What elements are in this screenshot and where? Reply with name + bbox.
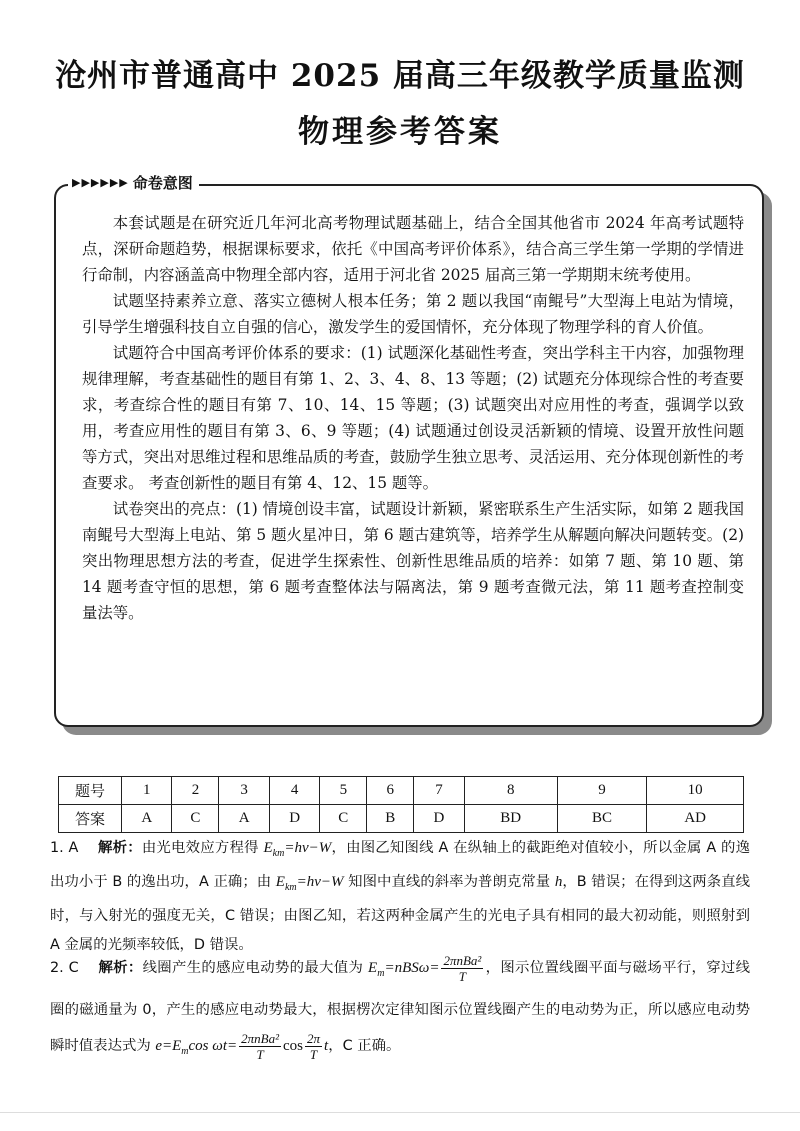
answer-cell: A: [122, 805, 172, 833]
question-number: 8: [464, 777, 557, 805]
formula-symbol: E: [275, 874, 285, 890]
question-number: 4: [269, 777, 319, 805]
fraction-numerator: 2π: [307, 1030, 321, 1046]
answer-cell: C: [320, 805, 367, 833]
intent-body: [82, 210, 744, 626]
formula-subscript: km: [272, 848, 285, 859]
arrow-decoration-icon: ▶▶▶▶▶▶: [72, 176, 129, 189]
fraction-denominator: T: [256, 1046, 264, 1062]
answer-cell: C: [172, 805, 219, 833]
formula-rest: =hν−W: [296, 874, 344, 890]
formula-subscript: m: [181, 1046, 189, 1057]
formula-rest: cos ωt=: [188, 1038, 238, 1054]
intent-header: [68, 172, 199, 193]
solution-tag: 解析：: [98, 960, 143, 976]
formula: [368, 960, 440, 979]
fraction-numerator: 2πnBa²: [443, 952, 482, 968]
page-divider: [0, 1112, 800, 1113]
document-title: 沧州市普通高中 2025 届高三年级教学质量监测: [55, 58, 745, 94]
intent-paragraph: 试题符合中国高考评价体系的要求：(1) 试题深化基础性考查，突出学科主干内容，加强物理规律理解，考查基础性的题目有第 1、2、3、4、8、13 等题；(2) 试题充分体现综合性的考查要求，考查综合性的题目有第 7、10、14、15 等题；(3) 试题突出对应用性的考查，强调学以致用，考查应用性的题目有第 3、6、9 等题；(4) 试题通过创设灵活新颖的情境、设置开放性问题等方式，突出对思维过程和思维品质的考查，鼓励学生独立思考、灵活运用、充分体现创新性的考查要求。 考查创新性的题目有第 4、12、15 题等。: [82, 344, 744, 492]
formula-rest: =nBSω=: [384, 960, 440, 976]
solution-text: ，C 正确。: [328, 1038, 401, 1054]
table-row-answers: [59, 805, 744, 833]
fraction: [441, 953, 483, 984]
formula-cos: cos: [283, 1038, 303, 1054]
question-number: 3: [219, 777, 269, 805]
solution-2: [50, 950, 750, 1070]
table-row-numbers: [59, 777, 744, 805]
solution-1: [50, 834, 750, 960]
solution-number: 1. A: [50, 840, 79, 856]
formula-subscript: km: [284, 882, 297, 893]
answer-table: [58, 776, 744, 833]
formula: h: [554, 874, 563, 890]
formula-rest: =hν−W: [284, 840, 332, 856]
question-number: 5: [320, 777, 367, 805]
fraction: [305, 1031, 322, 1062]
question-number: 10: [647, 777, 744, 805]
formula-symbol: e=E: [155, 1038, 182, 1054]
answer-cell: D: [269, 805, 319, 833]
intent-label: 命卷意图: [132, 174, 193, 192]
formula-symbol: E: [263, 840, 273, 856]
solution-text: ，B 错误；在得到这两条直线时，与入射光的强度无关，C 错误；由图乙知，若这两种金属产生的光电子具有相同的最大初动能，则照射到 A 金属的光频率较低，D 错误。: [50, 874, 750, 953]
document-subtitle: 物理参考答案: [298, 114, 502, 150]
intent-paragraph: 本套试题是在研究近几年河北高考物理试题基础上，结合全国其他省市 2024 年高考试题特点，深研命题趋势，根据课标要求，依托《中国高考评价体系》，结合高三学生第一学期的学情进行命制，内容涵盖高中物理全部内容，适用于河北省 2025 届高三第一学期期末统考使用。: [82, 214, 744, 284]
formula: [263, 840, 332, 859]
solution-text: 线圈产生的感应电动势的最大值为: [142, 960, 369, 976]
solution-number: 2. C: [50, 960, 79, 976]
formula-variable: t: [324, 1038, 329, 1054]
solution-text: 知图中直线的斜率为普朗克常量: [343, 874, 555, 890]
answer-cell: B: [367, 805, 414, 833]
fraction-numerator: 2πnBa²: [241, 1030, 279, 1046]
answer-cell: A: [219, 805, 269, 833]
solution-tag: 解析：: [97, 840, 142, 856]
fraction-denominator: T: [458, 968, 466, 984]
formula-symbol: E: [368, 960, 378, 976]
question-number: 9: [557, 777, 647, 805]
question-number: 6: [367, 777, 414, 805]
row-label-answers: 答案: [59, 805, 122, 833]
solution-text: 由光电效应方程得: [141, 840, 264, 856]
row-label-numbers: 题号: [59, 777, 122, 805]
formula-subscript: m: [377, 968, 385, 979]
formula: [275, 874, 344, 893]
question-number: 1: [122, 777, 172, 805]
formula: [155, 1038, 238, 1057]
fraction: [239, 1031, 281, 1062]
solution-text: ，由图乙知图线 A 在纵轴上的截距绝对值较小，所以金属 A 的逸出功小于 B 的逸出功，A 正确；由: [50, 840, 750, 890]
answer-cell: D: [414, 805, 464, 833]
answer-cell: AD: [647, 805, 744, 833]
question-number: 2: [172, 777, 219, 805]
answer-cell: BC: [557, 805, 647, 833]
solution-text: ，图示位置线圈平面与磁场平行，穿过线圈的磁通量为 0，产生的感应电动势最大，根据楞次定律知图示位置线圈产生的电动势为正，所以感应电动势瞬时值表达式为: [50, 960, 750, 1054]
fraction-denominator: T: [309, 1046, 318, 1062]
answer-cell: BD: [464, 805, 557, 833]
intent-paragraph: 试卷突出的亮点：(1) 情境创设丰富，试题设计新颖，紧密联系生产生活实际，如第 2 题我国南鲲号大型海上电站、第 5 题火星冲日，第 6 题古建筑等，培养学生从解题向解决问题转变。(2) 突出物理思想方法的考查，促进学生探索性、创新性思维品质的培养：如第 7 题、第 10 题、第 14 题考查守恒的思想，第 6 题考查整体法与隔离法，第 9 题考查微元法，第 11 题考查控制变量法等。: [82, 500, 744, 622]
question-number: 7: [414, 777, 464, 805]
intent-paragraph: 试题坚持素养立意、落实立德树人根本任务；第 2 题以我国“南鲲号”大型海上电站为情境，引导学生增强科技自立自强的信心，激发学生的爱国情怀，充分体现了物理学科的育人价值。: [82, 292, 744, 336]
